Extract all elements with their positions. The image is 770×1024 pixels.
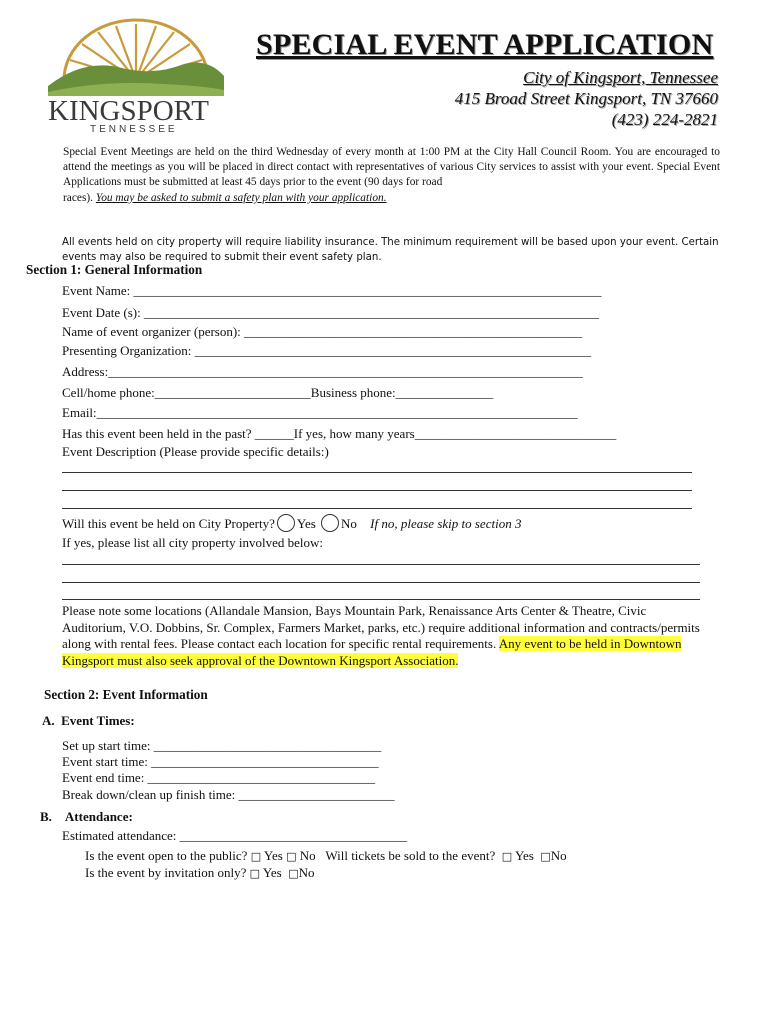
phone-field[interactable]: Cell/home phone:________________________Business phone:_______________: [62, 385, 494, 400]
public-no-label: No: [299, 848, 316, 863]
invite-question: Is the event by invitation only?: [85, 865, 247, 880]
skip-note: If no, please skip to section 3: [370, 516, 522, 531]
section1-heading: Section 1: General Information: [26, 262, 203, 277]
event-date-field[interactable]: Event Date (s): ______________________________________________________________________: [62, 305, 599, 320]
setup-time-field[interactable]: Set up start time: ___________________________________: [62, 738, 382, 753]
event-times-title: Event Times:: [61, 713, 135, 728]
logo-wordmark: KINGSPORT: [48, 95, 210, 127]
section2-a: [42, 713, 135, 729]
tickets-no-label: No: [550, 848, 567, 863]
public-yes-checkbox[interactable]: □: [250, 850, 262, 863]
held-past-field[interactable]: Has this event been held in the past? ______If yes, how many years_______________________________: [62, 426, 617, 441]
organizer-field[interactable]: Name of event organizer (person): ____________________________________________________: [62, 324, 583, 339]
intro-text: Special Event Meetings are held on the third Wednesday of every month at 1:00 PM at the City Hall Council Room. You are encouraged to attend the meetings as you will be placed in direct contact with representatives of various City services to assist with your event. Special Event Applications must be submitted at least 45 days prior to the event (90 days for road: [63, 146, 720, 189]
no-label: No: [341, 516, 357, 531]
section2-b: [40, 809, 133, 825]
public-question: Is the event open to the public?: [85, 848, 248, 863]
yes-radio[interactable]: [277, 514, 295, 532]
public-yes-label: Yes: [263, 848, 283, 863]
page-title: SPECIAL EVENT APPLICATION: [256, 28, 714, 61]
description-line-2[interactable]: [62, 490, 692, 491]
public-question-row: [85, 848, 567, 864]
yes-label: Yes: [296, 516, 316, 531]
email-field[interactable]: Email:__________________________________________________________________________: [62, 405, 578, 420]
property-line-3[interactable]: [62, 599, 700, 600]
attendance-title: Attendance:: [64, 809, 133, 824]
section2-b-label: B.: [40, 809, 52, 824]
logo-subtitle: TENNESSEE: [90, 124, 178, 134]
invite-yes-checkbox[interactable]: □: [249, 867, 261, 880]
city-address: 415 Broad Street Kingsport, TN 37660: [454, 89, 718, 108]
intro-text-end: races).: [63, 191, 94, 204]
intro-paragraph: [63, 145, 720, 206]
tickets-yes-label: Yes: [514, 848, 534, 863]
description-label: Event Description (Please provide specific details:): [62, 444, 329, 459]
section2-a-label: A.: [42, 713, 55, 728]
public-no-checkbox[interactable]: □: [286, 850, 297, 863]
section2-heading: Section 2: Event Information: [44, 687, 208, 702]
start-time-field[interactable]: Event start time: ___________________________________: [62, 754, 379, 769]
safety-plan-note: You may be asked to submit a safety plan with your application.: [95, 191, 387, 204]
description-line-1[interactable]: [62, 472, 692, 473]
city-property-question: [62, 514, 521, 532]
tickets-yes-checkbox[interactable]: □: [501, 850, 513, 863]
address-field[interactable]: Address:_________________________________________________________________________: [62, 364, 583, 379]
city-name: City of Kingsport, Tennessee: [523, 68, 718, 87]
tickets-question: Will tickets be sold to the event?: [325, 848, 496, 863]
invite-no-label: No: [298, 865, 315, 880]
breakdown-time-field[interactable]: Break down/clean up finish time: ________________________: [62, 787, 395, 802]
description-line-3[interactable]: [62, 508, 692, 509]
tickets-no-checkbox[interactable]: □: [540, 850, 551, 863]
property-line-2[interactable]: [62, 582, 700, 583]
invite-no-checkbox[interactable]: □: [288, 867, 299, 880]
kingsport-logo: [44, 18, 228, 134]
list-property-label: If yes, please list all city property involved below:: [62, 535, 324, 550]
downtown-note: Any event to be held in Downtown Kingsport must also seek approval of the Downtown Kingsport Association.: [62, 636, 682, 668]
city-property-label: Will this event be held on City Property?: [62, 516, 275, 531]
end-time-field[interactable]: Event end time: ___________________________________: [62, 770, 376, 785]
invite-question-row: [85, 865, 315, 881]
locations-note: [62, 603, 702, 669]
locations-note-text: Please note some locations (Allandale Mansion, Bays Mountain Park, Renaissance Arts Center & Theatre, Civic Auditorium, V.O. Dobbins, Sr. Complex, Farmers Market, parks, etc.) require additional information and contracts/permits along with rental fees. Please contact each location for specific rental requirements.: [62, 603, 700, 651]
organization-field[interactable]: Presenting Organization: _____________________________________________________________: [62, 343, 592, 358]
invite-yes-label: Yes: [262, 865, 282, 880]
event-name-field[interactable]: Event Name: ________________________________________________________________________: [62, 283, 602, 298]
property-line-1[interactable]: [62, 564, 700, 565]
insurance-note: All events held on city property will require liability insurance. The minimum requirement will be based upon your event. Certain events may also be required to submit their event safety plan.: [62, 237, 719, 263]
no-radio[interactable]: [321, 514, 339, 532]
attendance-field[interactable]: Estimated attendance: ___________________________________: [62, 828, 408, 843]
city-phone: (423) 224-2821: [611, 110, 718, 129]
